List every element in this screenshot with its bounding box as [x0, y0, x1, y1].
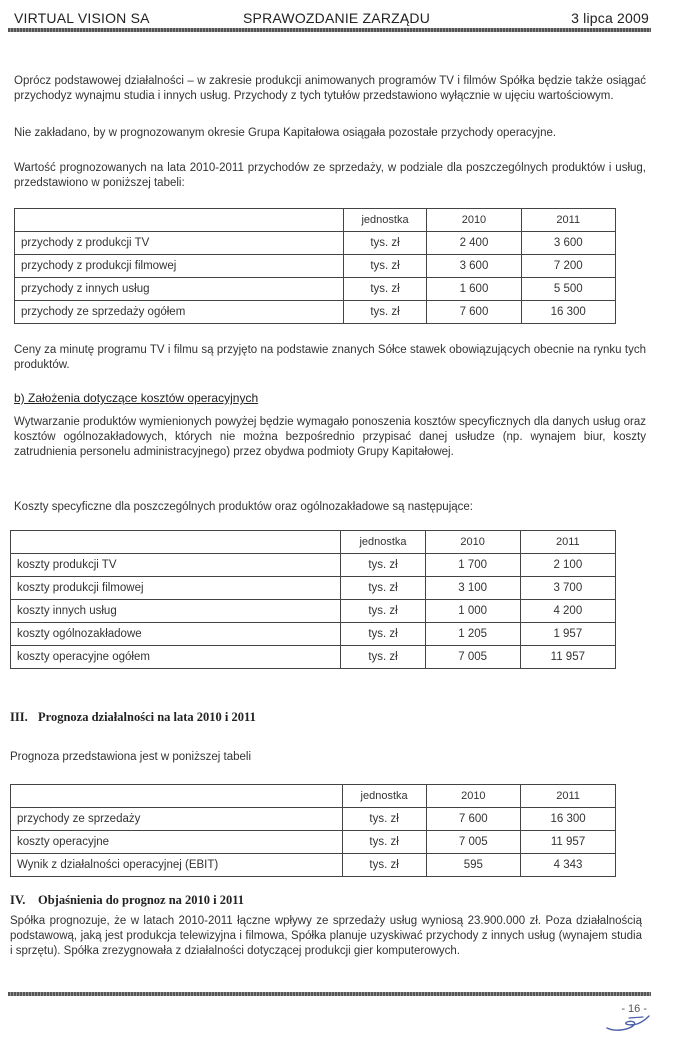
row-value-2011: 3 700 — [520, 577, 615, 600]
table-row — [11, 577, 616, 600]
footer-rule — [8, 992, 651, 996]
row-value-2011: 16 300 — [521, 808, 616, 831]
row-value-2011: 5 500 — [521, 278, 615, 301]
table-header-cell — [11, 785, 343, 808]
table-header-cell: 2011 — [521, 209, 615, 232]
row-label: przychody z produkcji TV — [15, 232, 344, 255]
row-label: koszty produkcji TV — [11, 554, 341, 577]
paragraph-forecast-intro: Prognoza przedstawiona jest w poniższej tabeli — [10, 751, 251, 763]
paragraph-costs-list-intro: Koszty specyficzne dla poszczególnych produktów oraz ogólnozakładowe są następujące: — [14, 501, 473, 513]
row-value-2011: 11 957 — [520, 646, 615, 669]
table-header-cell — [11, 531, 341, 554]
row-unit: tys. zł — [341, 600, 425, 623]
row-value-2010: 2 400 — [427, 232, 521, 255]
page-number: - 16 - — [621, 1003, 647, 1015]
row-unit: tys. zł — [341, 646, 425, 669]
row-value-2011: 11 957 — [521, 831, 616, 854]
row-label: koszty operacyjne ogółem — [11, 646, 341, 669]
table-header-cell: jednostka — [343, 209, 427, 232]
row-unit: tys. zł — [342, 854, 426, 877]
company-name: VIRTUAL VISION SA — [14, 10, 150, 26]
row-value-2010: 1 205 — [425, 623, 520, 646]
table-row — [15, 255, 616, 278]
section-title: Prognoza działalności na lata 2010 i 2011 — [38, 710, 256, 724]
row-value-2011: 3 600 — [521, 232, 615, 255]
row-label: koszty operacyjne — [11, 831, 343, 854]
table-header-cell: jednostka — [342, 785, 426, 808]
row-label: przychody ze sprzedaży ogółem — [15, 301, 344, 324]
row-label: przychody ze sprzedaży — [11, 808, 343, 831]
row-value-2011: 4 343 — [521, 854, 616, 877]
table-row — [11, 831, 616, 854]
row-value-2010: 7 005 — [425, 646, 520, 669]
row-label: przychody z innych usług — [15, 278, 344, 301]
costs-table — [10, 530, 616, 669]
row-value-2011: 16 300 — [521, 301, 615, 324]
row-value-2010: 595 — [426, 854, 521, 877]
row-unit: tys. zł — [341, 554, 425, 577]
row-value-2011: 7 200 — [521, 255, 615, 278]
paragraph-no-other-income: Nie zakładano, by w prognozowanym okresie Grupa Kapitałowa osiągała pozostałe przychody operacyjne. — [14, 127, 557, 139]
table-row — [11, 808, 616, 831]
table-header-cell: 2010 — [426, 785, 521, 808]
paragraph-forecast-explanation: Spółka prognozuje, że w latach 2010-2011 łączne wpływy ze sprzedaży usług wyniosą 23.900.000 zł. Poza działalnością podstawową, jaką jest produkcja telewizyjna i filmowa, Spółka planuje uzyskiwać przychody z innych usług (wynajem studia i sprzętu). Spółka zrezygnowała z działalności dotyczącej produkcji gier komputerowych. — [10, 915, 642, 957]
row-label: Wynik z działalności operacyjnej (EBIT) — [11, 854, 343, 877]
table-row — [11, 646, 616, 669]
row-value-2011: 1 957 — [520, 623, 615, 646]
section-number: IV. — [10, 893, 26, 907]
row-unit: tys. zł — [341, 623, 425, 646]
paragraph-other-revenue: Oprócz podstawowej działalności – w zakresie produkcji animowanych programów TV i filmów Spółka będzie także osiągać przychodyz wynajmu studia i innych usług. Przychody z tych tytułów przedstawiono wyłącznie w ujęciu wartościowym. — [14, 75, 646, 102]
paragraph-price-basis: Ceny za minutę programu TV i filmu są przyjęto na podstawie znanych Sółce stawek obowiązujących obecnie na rynku tych produktów. — [14, 344, 646, 371]
row-label: koszty produkcji filmowej — [11, 577, 341, 600]
table-header-row — [15, 209, 616, 232]
row-value-2010: 1 600 — [427, 278, 521, 301]
table-row — [15, 301, 616, 324]
row-unit: tys. zł — [341, 577, 425, 600]
row-value-2010: 3 600 — [427, 255, 521, 278]
table-header-cell: 2010 — [427, 209, 521, 232]
row-value-2010: 3 100 — [425, 577, 520, 600]
document-date: 3 lipca 2009 — [571, 10, 649, 26]
table-header-cell — [15, 209, 344, 232]
row-value-2010: 7 600 — [427, 301, 521, 324]
table-row — [15, 278, 616, 301]
table-row — [11, 554, 616, 577]
row-value-2011: 2 100 — [520, 554, 615, 577]
section-title: Objaśnienia do prognoz na 2010 i 2011 — [38, 893, 245, 907]
header-rule — [8, 28, 651, 32]
row-value-2010: 1 700 — [425, 554, 520, 577]
row-unit: tys. zł — [342, 831, 426, 854]
row-label: koszty ogólnozakładowe — [11, 623, 341, 646]
table-header-cell: 2011 — [520, 531, 615, 554]
forecast-table — [10, 784, 616, 877]
table-header-row — [11, 531, 616, 554]
document-title: SPRAWOZDANIE ZARZĄDU — [243, 10, 431, 26]
row-label: koszty innych usług — [11, 600, 341, 623]
row-value-2010: 7 600 — [426, 808, 521, 831]
revenue-table — [14, 208, 616, 324]
row-unit: tys. zł — [342, 808, 426, 831]
row-value-2010: 7 005 — [426, 831, 521, 854]
row-unit: tys. zł — [343, 301, 427, 324]
row-label: przychody z produkcji filmowej — [15, 255, 344, 278]
table-header-cell: 2010 — [425, 531, 520, 554]
table-header-row — [11, 785, 616, 808]
table-row — [11, 600, 616, 623]
row-unit: tys. zł — [343, 255, 427, 278]
row-unit: tys. zł — [343, 278, 427, 301]
row-value-2010: 1 000 — [425, 600, 520, 623]
table-row — [11, 623, 616, 646]
page-header — [10, 8, 649, 30]
table-header-cell: 2011 — [521, 785, 616, 808]
subheading-cost-assumptions: b) Założenia dotyczące kosztów operacyjnych — [14, 391, 259, 405]
section-iv-heading — [10, 893, 244, 908]
paragraph-costs-intro: Wytwarzanie produktów wymienionych powyżej będzie wymagało ponoszenia kosztów specyficznych dla danych usług oraz kosztów ogólnozakładowych, których nie można bezpośrednio przypisać danej usłudze (np. wynajem biur, koszty zatrudnienia personelu administracyjnego) przez obydwa podmioty Grupy Kapitałowej. — [14, 416, 646, 458]
section-number: III. — [10, 710, 28, 724]
paragraph-revenue-intro: Wartość prognozowanych na lata 2010-2011 przychodów ze sprzedaży, w podziale dla poszczególnych produktów i usług, przedstawiono w poniższej tabeli: — [14, 162, 646, 189]
signature-mark — [603, 1012, 651, 1034]
table-row — [11, 854, 616, 877]
row-unit: tys. zł — [343, 232, 427, 255]
row-value-2011: 4 200 — [520, 600, 615, 623]
table-row — [15, 232, 616, 255]
section-iii-heading — [10, 710, 256, 725]
table-header-cell: jednostka — [341, 531, 425, 554]
